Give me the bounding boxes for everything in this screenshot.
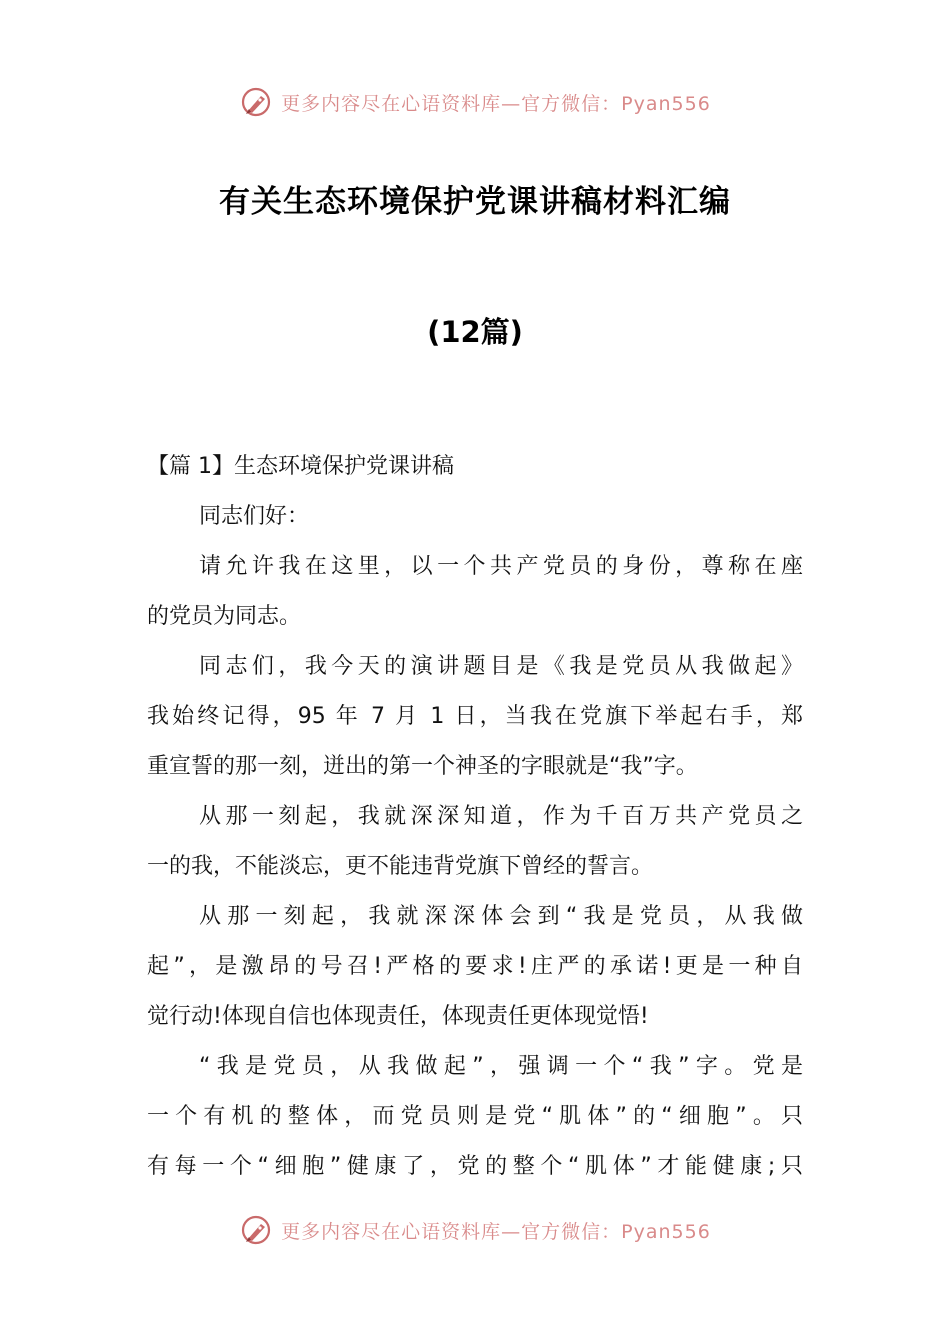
section-heading: 【篇 1】生态环境保护党课讲稿 [147, 454, 454, 479]
wechat-id: Pyan556 [621, 1220, 711, 1243]
text-line: 我始终记得，95 年 7 月 1 日，当我在党旗下举起右手，郑 [147, 704, 803, 729]
text-line: 起”，是激昂的号召!严格的要求!庄严的承诺!更是一种自 [147, 954, 803, 979]
text-line: 有每一个“细胞”健康了，党的整个“肌体”才能健康;只 [147, 1154, 803, 1179]
text-line: “我是党员，从我做起”，强调一个“我”字。党是 [199, 1054, 803, 1079]
watermark-text: 更多内容尽在心语资料库—官方微信：Pyan556 [281, 92, 711, 115]
document-body [147, 450, 803, 1200]
text-line: 一的我，不能淡忘，更不能违背党旗下曾经的誓言。 [147, 854, 654, 879]
footer-watermark [0, 1210, 950, 1250]
text-line: 从那一刻起，我就深深体会到“我是党员，从我做 [199, 904, 803, 929]
text-line: 同志们好： [199, 504, 310, 529]
text-line: 从那一刻起，我就深深知道，作为千百万共产党员之 [199, 804, 803, 829]
pen-nib-logo-icon [239, 85, 273, 119]
text-line: 重宣誓的那一刻，迸出的第一个神圣的字眼就是“我”字。 [147, 754, 698, 779]
document-subtitle: (12篇) [427, 315, 523, 349]
watermark-text: 更多内容尽在心语资料库—官方微信：Pyan556 [281, 1220, 711, 1243]
text-line: 一个有机的整体，而党员则是党“肌体”的“细胞”。只 [147, 1104, 803, 1129]
text-line: 觉行动!体现自信也体现责任，体现责任更体现觉悟! [147, 1004, 649, 1029]
paragraph-lines [147, 500, 803, 1184]
text-line: 的党员为同志。 [147, 604, 302, 629]
pen-nib-logo-icon [239, 1213, 273, 1247]
text-line: 同志们，我今天的演讲题目是《我是党员从我做起》 [199, 654, 803, 679]
document-title: 有关生态环境保护党课讲稿材料汇编 [219, 184, 731, 220]
wechat-id: Pyan556 [621, 92, 711, 115]
text-line: 请允许我在这里，以一个共产党员的身份，尊称在座 [199, 554, 803, 579]
header-watermark [0, 82, 950, 122]
